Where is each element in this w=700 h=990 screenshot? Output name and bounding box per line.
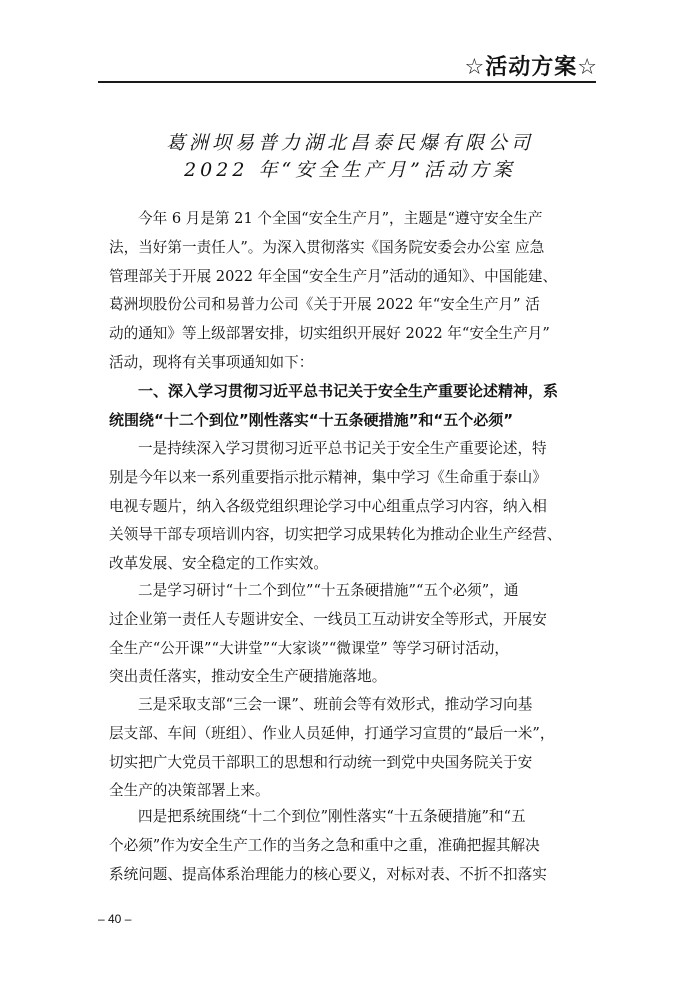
paragraph-two bbox=[109, 577, 599, 692]
header-title: ☆活动方案☆ bbox=[464, 55, 598, 80]
text-line: 系统问题、提高体系治理能力的核心要义，对标对表、不折不扣落实 bbox=[109, 865, 547, 883]
text-line: 全生产的决策部署上来。 bbox=[109, 782, 270, 800]
text-line: 三是采取支部“三会一课”、班前会等有效形式，推动学习向基 bbox=[138, 696, 533, 713]
text-line: 葛洲坝股份公司和易普力公司《关于开展 2022 年“安全生产月” 活 bbox=[109, 296, 540, 314]
document-title-line1: 葛洲坝易普力湖北昌泰民爆有限公司 bbox=[165, 132, 534, 154]
text-line: 四是把系统围绕“十二个到位”刚性落实“十五条硬措施”和“五 bbox=[138, 808, 526, 825]
text-line: 突出责任落实，推动安全生产硬措施落地。 bbox=[109, 668, 387, 686]
text-line: 活动，现将有关事项通知如下： bbox=[109, 353, 314, 371]
text-line: 今年 6 月是第 21 个全国“安全生产月”，主题是“遵守安全生产 bbox=[138, 210, 543, 227]
page-number: – 40 – bbox=[98, 912, 132, 926]
text-line: 二是学习研讨“十二个到位”“十五条硬措施”“五个必须”，通 bbox=[138, 582, 519, 599]
text-line: 改革发展、安全稳定的工作实效。 bbox=[109, 555, 328, 573]
text-line: 切实把广大党员干部职工的思想和行动统一到党中央国务院关于安 bbox=[109, 753, 533, 771]
text-line: 动的通知》等上级部署安排，切实组织开展好 2022 年“安全生产月” bbox=[109, 325, 550, 343]
section-heading bbox=[109, 377, 599, 435]
paragraph-one bbox=[109, 435, 599, 579]
header-divider bbox=[98, 81, 596, 83]
text-line: 电视专题片，纳入各级党组织理论学习中心组重点学习内容，纳入相 bbox=[109, 497, 547, 515]
paragraph-three bbox=[109, 691, 599, 806]
text-line: 关领导干部专项培训内容，切实把学习成果转化为推动企业生产经营、 bbox=[109, 526, 562, 544]
heading-line: 一、深入学习贯彻习近平总书记关于安全生产重要论述精神，系 bbox=[138, 382, 559, 400]
text-line: 过企业第一责任人专题讲安全、一线员工互动讲安全等形式，开展安 bbox=[109, 610, 547, 628]
document-title-line2: 2022 年“安全生产月”活动方案 bbox=[184, 159, 516, 181]
text-line: 层支部、车间（班组）、作业人员延伸，打通学习宣贯的“最后一米”， bbox=[109, 724, 555, 742]
text-line: 法，当好第一责任人”。为深入贯彻落实《国务院安委会办公室 应急 bbox=[109, 238, 545, 256]
text-line: 管理部关于开展 2022 年全国“安全生产月”活动的通知》、中国能建、 bbox=[109, 267, 558, 285]
paragraph-four bbox=[109, 803, 599, 889]
text-line: 全生产“公开课”“大讲堂”“大家谈”“微课堂” 等学习研讨活动， bbox=[109, 639, 509, 657]
heading-line: 统围绕“十二个到位”刚性落实“十五条硬措施”和“五个必须” bbox=[109, 410, 514, 429]
text-line: 别是今年以来一系列重要指示批示精神，集中学习《生命重于泰山》 bbox=[109, 468, 547, 486]
text-line: 个必须”作为安全生产工作的当务之急和重中之重，准确把握其解决 bbox=[109, 836, 540, 854]
text-line: 一是持续深入学习贯彻习近平总书记关于安全生产重要论述，特 bbox=[138, 440, 547, 457]
intro-paragraph bbox=[109, 205, 599, 378]
